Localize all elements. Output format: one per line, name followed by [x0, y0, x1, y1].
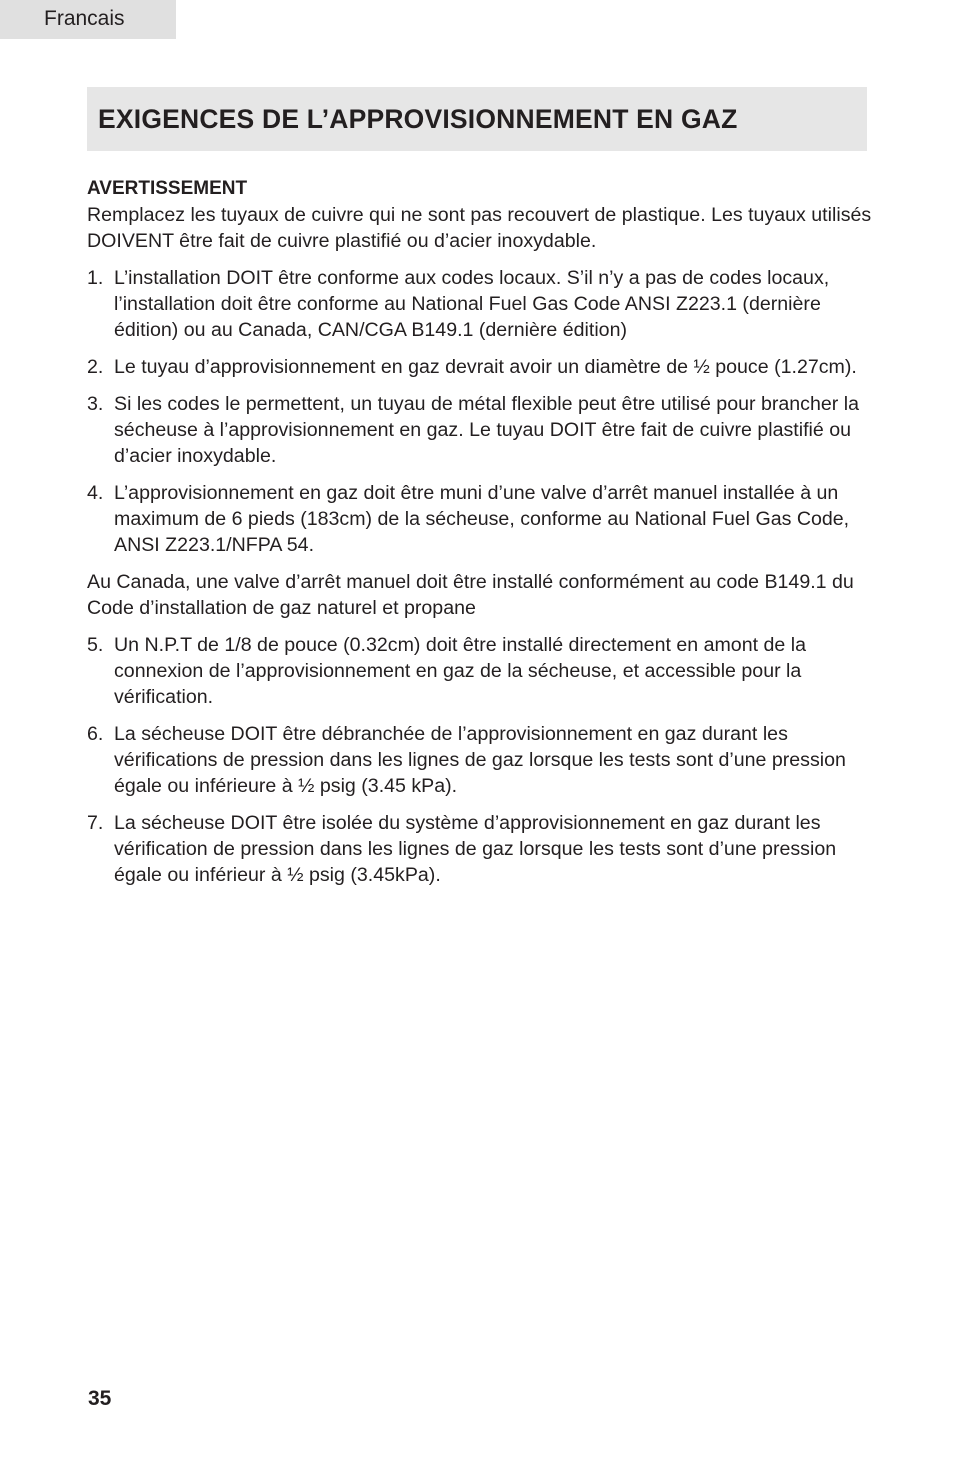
list-item	[87, 265, 877, 343]
list-item-text: La sécheuse DOIT être débranchée de l’approvisionnement en gaz durant les vérifications de pression dans les lignes de gaz lorsque les tests sont d’une pression égale ou inférieure à ½ psig (3.45 kPa).	[114, 723, 846, 797]
warning-title: AVERTISSEMENT	[87, 178, 248, 199]
list-item-text: Si les codes le permettent, un tuyau de métal flexible peut être utilisé pour brancher la sécheuse à l’approvisionnement en gaz. Le tuyau DOIT être fait de cuivre plastifié ou d’acier inoxydable.	[114, 393, 859, 467]
list-item	[87, 721, 877, 799]
warning-text: Remplacez les tuyaux de cuivre qui ne sont pas recouvert de plastique. Les tuyaux utilisés DOIVENT être fait de cuivre plastifié ou d’acier inoxydable.	[87, 204, 872, 252]
list-item-number: 3.	[87, 393, 104, 415]
list-item-number: 5.	[87, 634, 104, 656]
list-item-text: Un N.P.T de 1/8 de pouce (0.32cm) doit être installé directement en amont de la connexion de l’approvisionnement en gaz de la sécheuse, et accessible pour la vérification.	[114, 634, 806, 708]
list-item-text: L’approvisionnement en gaz doit être muni d’une valve d’arrêt manuel installée à un maximum de 6 pieds (183cm) de la sécheuse, conforme au National Fuel Gas Code, ANSI Z223.1/NFPA 54.	[114, 482, 850, 556]
section-title-bar	[87, 87, 867, 151]
list-item	[87, 480, 877, 558]
language-tab: Francais	[0, 0, 176, 39]
list-item	[87, 810, 877, 888]
list-item-text: L’installation DOIT être conforme aux codes locaux. S’il n’y a pas de codes locaux, l’installation doit être conforme au National Fuel Gas Code ANSI Z223.1 (dernière édition) ou au Canada, CAN/CGA B149.1 (dernière édition)	[114, 267, 830, 341]
list-item-text: La sécheuse DOIT être isolée du système d’approvisionnement en gaz durant les vérification de pression dans les lignes de gaz lorsque les tests sont d’une pression égale ou inférieur à ½ psig (3.45kPa).	[114, 812, 837, 886]
content-body	[87, 176, 877, 888]
list-item	[87, 354, 877, 380]
list-item	[87, 391, 877, 469]
list-item-text: Le tuyau d’approvisionnement en gaz devrait avoir un diamètre de ½ pouce (1.27cm).	[114, 356, 857, 378]
list-item-number: 6.	[87, 723, 104, 745]
list-item-number: 7.	[87, 812, 104, 834]
canada-note: Au Canada, une valve d’arrêt manuel doit être installé conformément au code B149.1 du Code d’installation de gaz naturel et propane	[87, 571, 854, 619]
list-item-number: 4.	[87, 482, 104, 504]
page-number: 35	[88, 1387, 112, 1410]
list-item-number: 1.	[87, 267, 104, 289]
list-item	[87, 632, 877, 710]
list-item-number: 2.	[87, 356, 104, 378]
section-title: EXIGENCES DE L’APPROVISIONNEMENT EN GAZ	[98, 104, 738, 134]
